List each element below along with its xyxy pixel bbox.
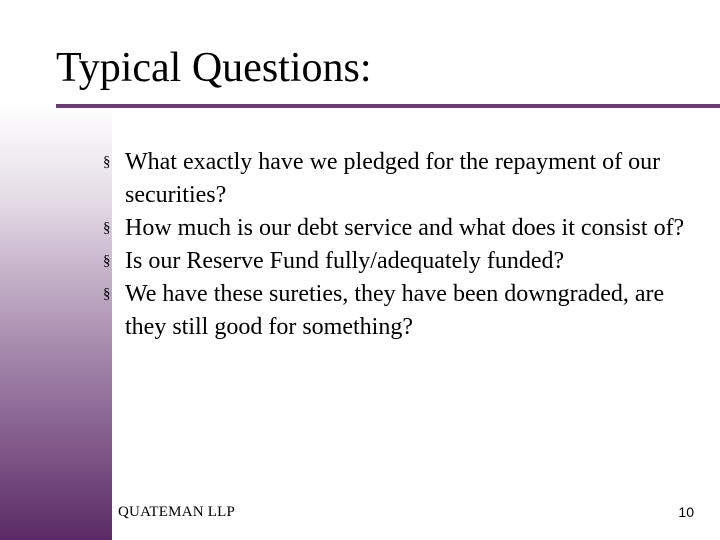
slide-title: Typical Questions: xyxy=(56,45,372,91)
bullet-item-2 xyxy=(100,212,700,245)
bullet-text: We have these sureties, they have been downgraded, are they still good for something? xyxy=(125,281,665,340)
bullet-marker-icon: § xyxy=(103,220,111,236)
bullet-item-3 xyxy=(100,245,700,278)
bullet-text: Is our Reserve Fund fully/adequately funded? xyxy=(125,248,565,274)
bullet-marker-icon: § xyxy=(103,154,111,170)
title-divider xyxy=(56,104,720,108)
bullet-item-4 xyxy=(100,278,700,344)
bullet-text: What exactly have we pledged for the repayment of our securities? xyxy=(125,149,661,208)
bullet-marker-icon: § xyxy=(103,286,111,302)
bullet-item-1 xyxy=(100,146,700,212)
bullet-text: How much is our debt service and what does it consist of? xyxy=(125,215,685,241)
page-number: 10 xyxy=(678,504,694,520)
company-logo: QUATEMAN LLP xyxy=(118,504,235,520)
bullet-marker-icon: § xyxy=(103,253,111,269)
bullet-list xyxy=(100,146,700,344)
left-decorative-bar xyxy=(0,104,112,540)
